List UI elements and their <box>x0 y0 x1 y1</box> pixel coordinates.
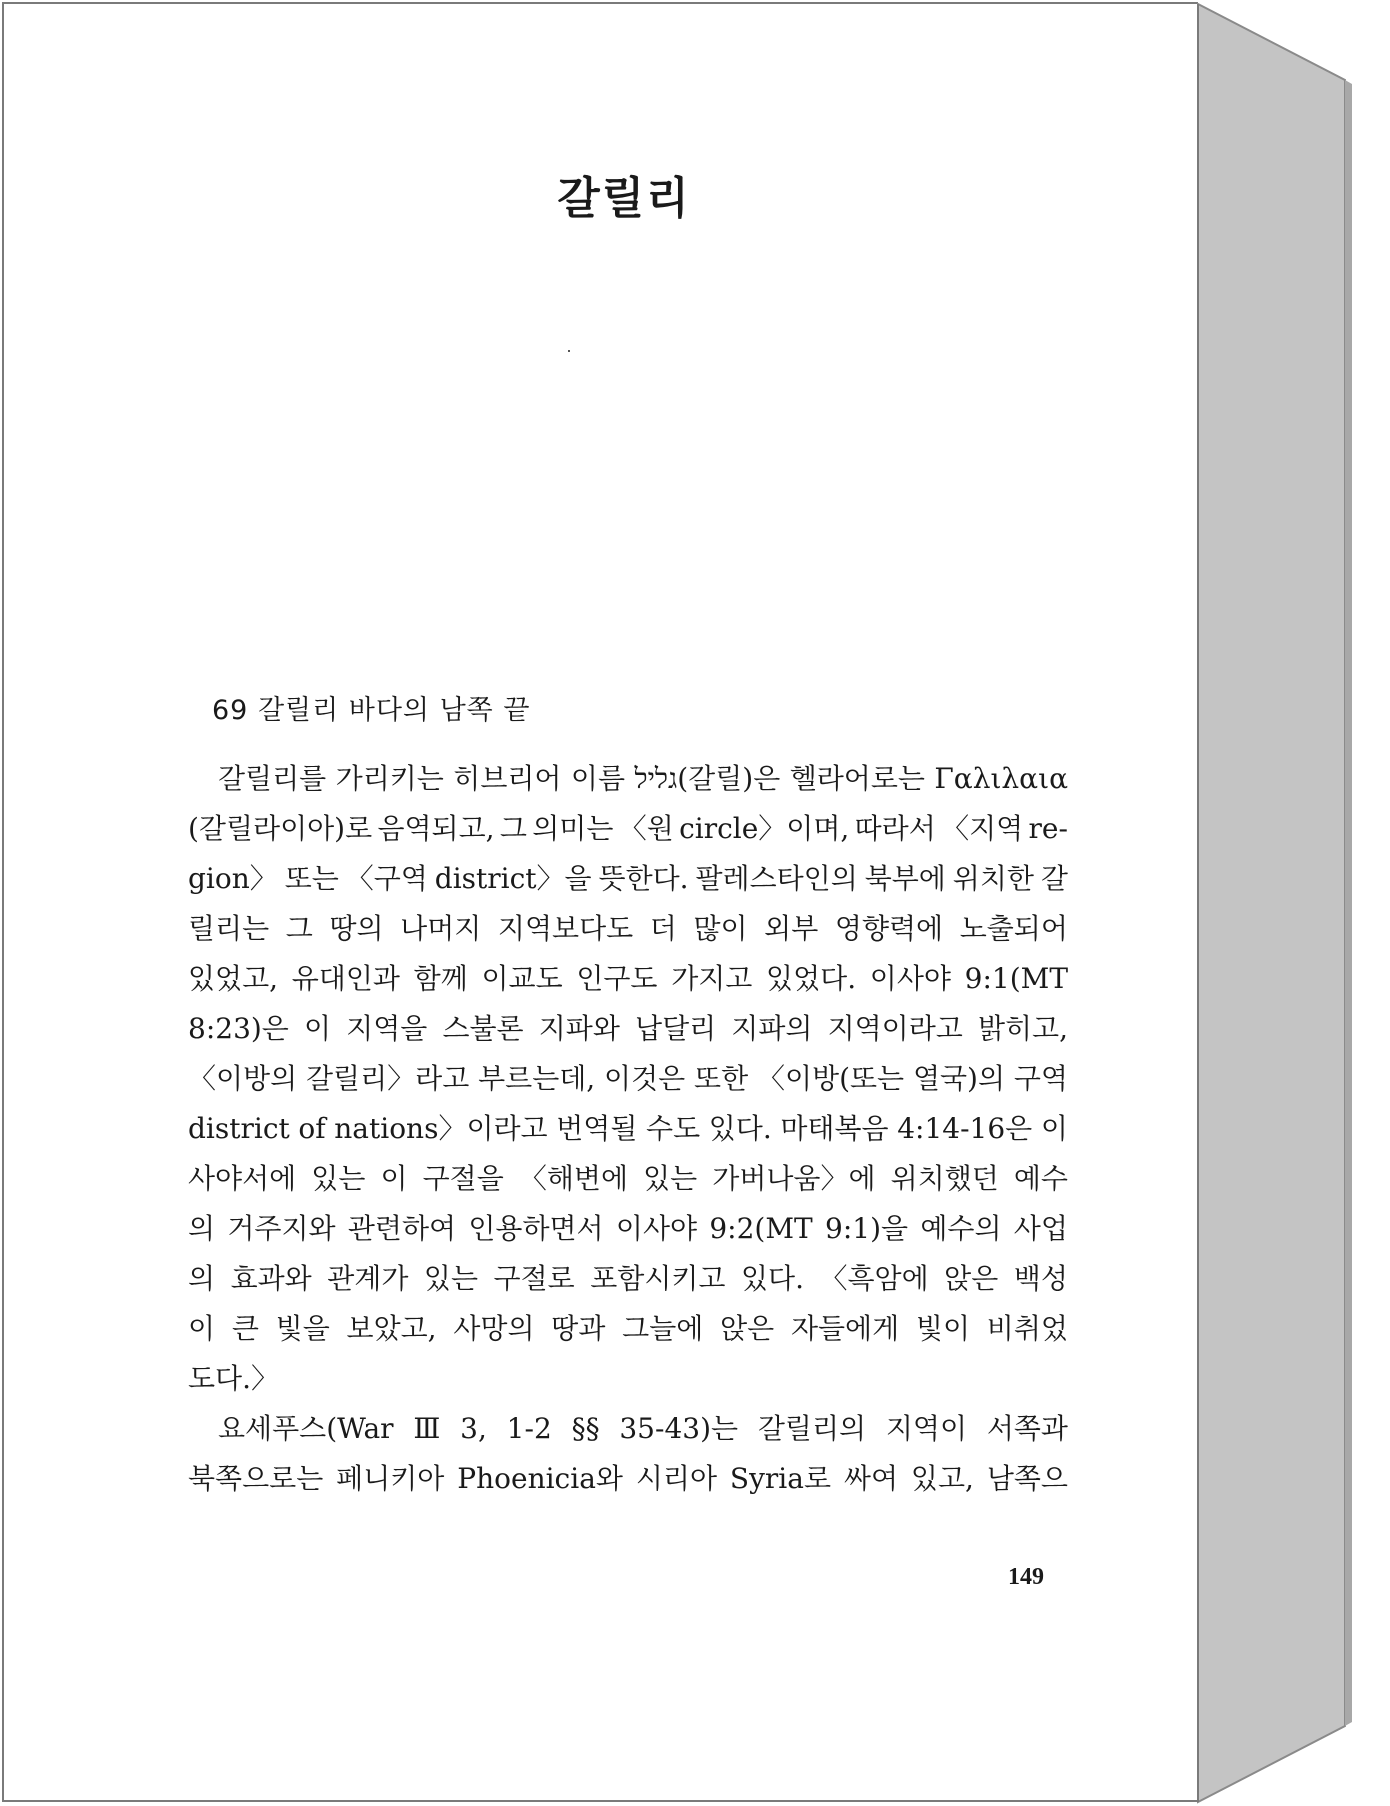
word: 있었고, <box>188 962 279 995</box>
word: 그늘에 <box>622 1312 704 1345</box>
word: 납달리 <box>635 1012 717 1045</box>
word: 시리아 <box>635 1462 717 1495</box>
word: 릴리는 <box>188 912 270 945</box>
word: 노출되어 <box>959 912 1068 945</box>
word: 외부 <box>764 912 819 945</box>
word: 갈릴리〉라고 <box>306 1062 470 1095</box>
word: 〈지역 <box>941 812 1024 845</box>
text-line: 도다.〉 <box>188 1362 279 1395</box>
word: 페니키아 <box>336 1462 445 1495</box>
word: 뜻한다. <box>598 862 689 895</box>
word: 가리키는 <box>335 762 444 795</box>
page-title: 갈릴리 <box>557 173 691 224</box>
word: 1-2 <box>506 1412 552 1445</box>
word: 이사야 <box>615 1212 698 1245</box>
word: 있는 <box>423 1262 479 1295</box>
word: §§ <box>571 1412 600 1445</box>
word: circle〉이며, <box>679 812 850 845</box>
word: 더 <box>649 912 677 945</box>
word: 빛이 <box>915 1312 971 1345</box>
word: 또한 <box>694 1062 749 1095</box>
word: 〈흑암에 <box>819 1262 929 1295</box>
word: 팔레스타인의 <box>695 862 858 895</box>
word: 또는 <box>284 862 339 895</box>
word: district <box>188 1112 290 1145</box>
word: Ⅲ <box>413 1412 441 1445</box>
word: 구절을 <box>422 1162 504 1195</box>
word: 자들에게 <box>790 1312 900 1345</box>
word: Phoenicia와 <box>457 1462 623 1495</box>
word: 4:14-16은 <box>897 1112 1033 1145</box>
word: גליל(갈릴)은 <box>634 762 781 795</box>
word: 예수 <box>1013 1162 1068 1195</box>
word: 영향력에 <box>834 912 944 945</box>
word: Syria로 <box>729 1462 831 1495</box>
word: 보았고, <box>346 1312 437 1345</box>
word: 효과와 <box>230 1262 312 1295</box>
word: re- <box>1028 812 1068 845</box>
word: 이 <box>303 1012 332 1045</box>
word: 포함시키고 <box>590 1262 726 1295</box>
word: 35-43)는 <box>619 1412 739 1445</box>
word: district〉을 <box>434 862 592 895</box>
word: 있고, <box>910 1462 974 1495</box>
word: 큰 <box>231 1312 259 1345</box>
word: 이 <box>1040 1112 1068 1145</box>
word: 갈 <box>1040 862 1068 895</box>
word: 이교도 <box>481 962 563 995</box>
word: 열국)의 <box>912 1062 1006 1095</box>
spine-face <box>1198 4 1345 1802</box>
word: 있었다. <box>766 962 857 995</box>
word: 위치한 <box>952 862 1034 895</box>
word: 인구도 <box>576 962 658 995</box>
word: 거주지와 <box>227 1212 336 1245</box>
word: 이 <box>188 1312 216 1345</box>
word: 지역이 <box>885 1412 968 1445</box>
word: 있다. <box>740 1262 804 1295</box>
word: 백성 <box>1013 1262 1068 1295</box>
word: 스불론 <box>442 1012 524 1045</box>
word: 북쪽으로는 <box>188 1462 324 1495</box>
word: 그 <box>499 812 527 845</box>
spine-shadow <box>1345 80 1352 1726</box>
word: Γαλιλαια <box>934 762 1068 795</box>
word: 의 <box>188 1212 216 1245</box>
word: 따라서 <box>854 812 936 845</box>
word: 9:2(MT <box>709 1212 813 1245</box>
photo-caption: 69 갈릴리 바다의 남쪽 끝 <box>212 695 531 726</box>
word: 지역이라고 <box>827 1012 963 1045</box>
word: 지파와 <box>538 1012 620 1045</box>
word: 9:1)을 <box>825 1212 909 1245</box>
word: 의 <box>188 1262 216 1295</box>
word: 함께 <box>413 962 468 995</box>
word: 많이 <box>693 912 748 945</box>
word: 이름 <box>570 762 626 795</box>
word: 요세푸스(War <box>218 1412 394 1445</box>
word: 예수의 <box>920 1212 1002 1245</box>
word: 갈릴리를 <box>218 762 327 795</box>
word: 서쪽과 <box>986 1412 1068 1445</box>
word: 위치했던 <box>890 1162 999 1195</box>
word: 〈구역 <box>345 862 428 895</box>
word: 밝히고, <box>977 1012 1068 1045</box>
word: 지역보다도 <box>497 912 634 945</box>
word: 사야서에 <box>188 1162 297 1195</box>
word: 가지고 <box>671 962 753 995</box>
word: 사업 <box>1013 1212 1068 1245</box>
word: 의미는 <box>532 812 614 845</box>
word: 지파의 <box>731 1012 813 1045</box>
word: gion〉 <box>188 862 278 895</box>
word: 싸여 <box>843 1462 899 1495</box>
word: 있다. <box>708 1112 772 1145</box>
word: nations〉이라고 <box>334 1112 548 1145</box>
word: 번역될 <box>556 1112 638 1145</box>
word: 〈이방의 <box>188 1062 298 1095</box>
word: 3, <box>460 1412 487 1445</box>
word: 구역 <box>1013 1062 1068 1095</box>
word: 관계가 <box>327 1262 409 1295</box>
word: 이것은 <box>604 1062 686 1095</box>
word: 땅의 <box>329 912 384 945</box>
word: 마태복음 <box>780 1112 889 1145</box>
word: 관련하여 <box>347 1212 457 1245</box>
word: 히브리어 <box>453 762 562 795</box>
word: 나머지 <box>400 912 482 945</box>
word: 지역을 <box>346 1012 428 1045</box>
word: 수도 <box>646 1112 701 1145</box>
word: 이사야 <box>869 962 951 995</box>
word: 땅과 <box>551 1312 606 1345</box>
word: 앉은 <box>720 1312 775 1345</box>
word: 있는 <box>643 1162 698 1195</box>
word: 8:23)은 <box>188 1012 289 1045</box>
word: 앉은 <box>944 1262 999 1295</box>
word: 비취었 <box>986 1312 1068 1345</box>
word: 구절로 <box>493 1262 575 1295</box>
word: 유대인과 <box>291 962 400 995</box>
word: (갈릴라이아)로 <box>188 812 373 845</box>
word: 〈해변에 <box>518 1162 628 1195</box>
word: 남쪽으 <box>986 1462 1068 1495</box>
word: 그 <box>285 912 313 945</box>
word: 갈릴리의 <box>757 1412 867 1445</box>
word: 〈이방(또는 <box>756 1062 905 1095</box>
word: 헬라어로는 <box>789 762 925 795</box>
word: of <box>298 1112 326 1145</box>
page-number: 149 <box>1008 1564 1044 1590</box>
word: 빛을 <box>275 1312 330 1345</box>
word: 〈원 <box>618 812 674 845</box>
word: 이 <box>380 1162 408 1195</box>
word: 9:1(MT <box>964 962 1068 995</box>
word: 인용하면서 <box>468 1212 604 1245</box>
word: 가버나움〉에 <box>712 1162 876 1195</box>
word: 음역되고, <box>377 812 495 845</box>
word: 부르는데, <box>478 1062 596 1095</box>
word: 사망의 <box>453 1312 535 1345</box>
word: 북부에 <box>864 862 946 895</box>
word: 있는 <box>311 1162 366 1195</box>
